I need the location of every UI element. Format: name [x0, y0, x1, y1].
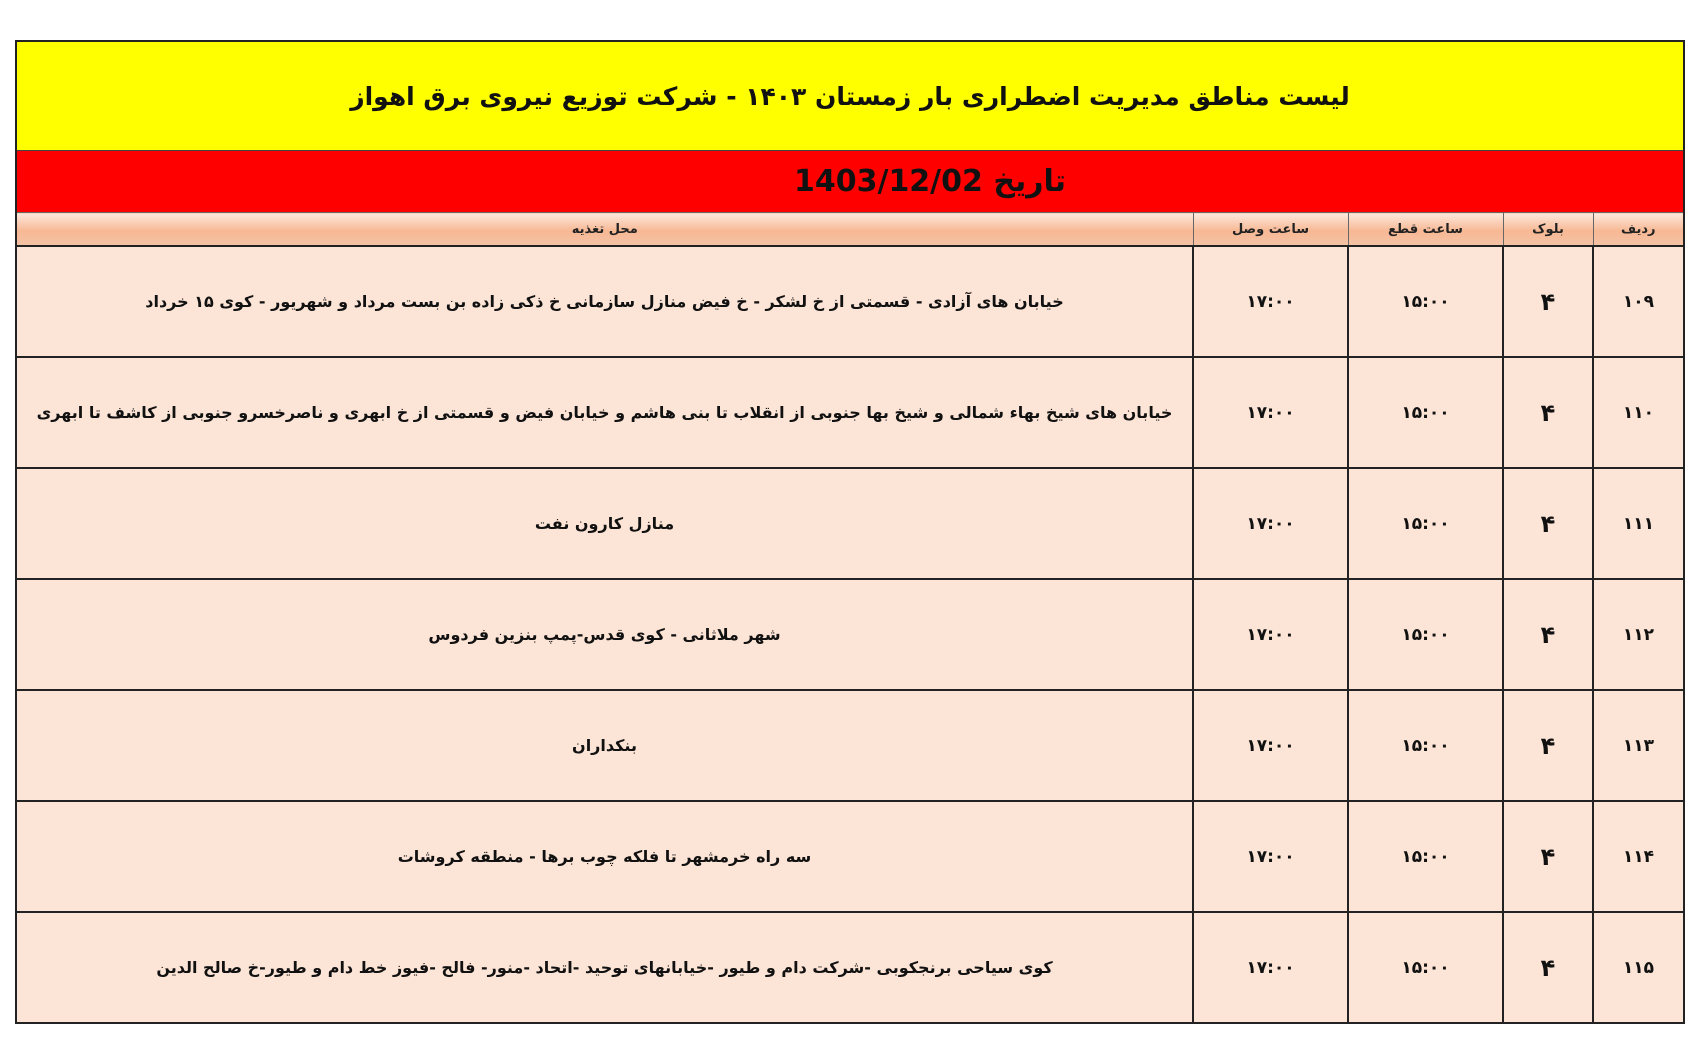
connect-time: ۱۷:۰۰ — [1193, 357, 1348, 468]
row-number: ۱۱۴ — [1593, 801, 1683, 912]
connect-time: ۱۷:۰۰ — [1193, 579, 1348, 690]
row-number: ۱۰۹ — [1593, 246, 1683, 357]
row-number: ۱۱۳ — [1593, 690, 1683, 801]
location: خیابان های آزادی - قسمتی از خ لشکر - خ فیض منازل سازمانی خ ذکی زاده بن بست مرداد و شهریور - کوی ۱۵ خرداد — [17, 246, 1193, 357]
table-row — [17, 579, 1683, 690]
row-number: ۱۱۲ — [1593, 579, 1683, 690]
location: بنکداران — [17, 690, 1193, 801]
block-number: ۴ — [1503, 690, 1593, 801]
block-number: ۴ — [1503, 579, 1593, 690]
row-number: ۱۱۵ — [1593, 912, 1683, 1022]
location: سه راه خرمشهر تا فلکه چوب برها - منطقه کروشات — [17, 801, 1193, 912]
connect-time: ۱۷:۰۰ — [1193, 246, 1348, 357]
block-number: ۴ — [1503, 912, 1593, 1022]
cut-time: ۱۵:۰۰ — [1348, 690, 1503, 801]
table-header-row — [17, 213, 1683, 247]
table-row — [17, 246, 1683, 357]
table-row — [17, 468, 1683, 579]
connect-time: ۱۷:۰۰ — [1193, 690, 1348, 801]
cut-time: ۱۵:۰۰ — [1348, 801, 1503, 912]
row-number: ۱۱۱ — [1593, 468, 1683, 579]
col-header-row-number: ردیف — [1593, 213, 1683, 247]
location: منازل کارون نفت — [17, 468, 1193, 579]
cut-time: ۱۵:۰۰ — [1348, 579, 1503, 690]
col-header-cut-time: ساعت قطع — [1348, 213, 1503, 247]
connect-time: ۱۷:۰۰ — [1193, 912, 1348, 1022]
outage-schedule-sheet — [15, 40, 1685, 1024]
cut-time: ۱۵:۰۰ — [1348, 912, 1503, 1022]
location: خیابان های شیخ بهاء شمالی و شیخ بها جنوبی از انقلاب تا بنی هاشم و خیابان فیض و قسمتی از خ ابهری و ناصرخسرو جنوبی از کاشف تا ابهری — [17, 357, 1193, 468]
cut-time: ۱۵:۰۰ — [1348, 357, 1503, 468]
col-header-connect-time: ساعت وصل — [1193, 213, 1348, 247]
col-header-block: بلوک — [1503, 213, 1593, 247]
block-number: ۴ — [1503, 246, 1593, 357]
table-row — [17, 357, 1683, 468]
cut-time: ۱۵:۰۰ — [1348, 468, 1503, 579]
cut-time: ۱۵:۰۰ — [1348, 246, 1503, 357]
outage-table — [17, 212, 1683, 1022]
block-number: ۴ — [1503, 801, 1593, 912]
location: کوی سیاحی برنجکوبی -شرکت دام و طیور -خیابانهای توحید -اتحاد -منور- فالح -فیوز خط دام و طیور-خ صالح الدین — [17, 912, 1193, 1022]
location: شهر ملاثانی - کوی قدس-پمپ بنزین فردوس — [17, 579, 1193, 690]
connect-time: ۱۷:۰۰ — [1193, 468, 1348, 579]
page-title: لیست مناطق مدیریت اضطراری بار زمستان ۱۴۰۳ - شرکت توزیع نیروی برق اهواز — [17, 40, 1683, 150]
block-number: ۴ — [1503, 468, 1593, 579]
table-row — [17, 801, 1683, 912]
col-header-location: محل تغذیه — [17, 213, 1193, 247]
connect-time: ۱۷:۰۰ — [1193, 801, 1348, 912]
date-banner: تاریخ 1403/12/02 — [17, 150, 1683, 212]
row-number: ۱۱۰ — [1593, 357, 1683, 468]
block-number: ۴ — [1503, 357, 1593, 468]
table-row — [17, 690, 1683, 801]
table-row — [17, 912, 1683, 1022]
